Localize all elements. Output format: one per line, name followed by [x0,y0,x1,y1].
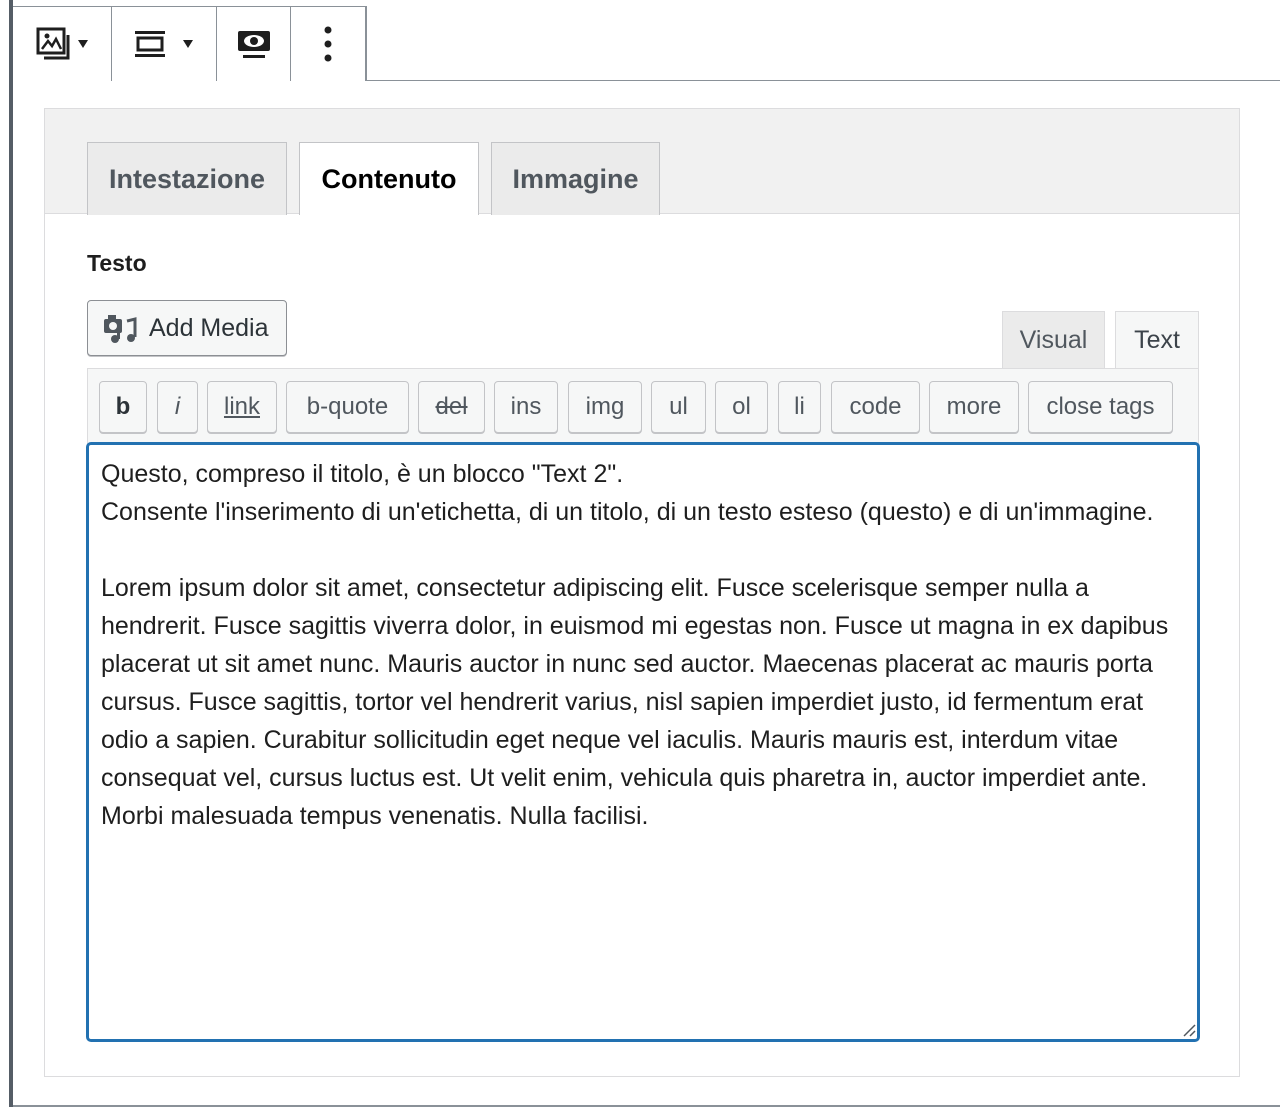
quicktag-img-button[interactable]: img [568,381,642,433]
block-settings-panel [44,108,1240,1077]
content-textarea[interactable]: Questo, compreso il titolo, è un blocco "Text 2". Consente l'inserimento di un'etichetta, di un titolo, di un testo esteso (questo) e di un'immagine. Lorem ipsum dolor sit amet, consectetur adipiscing elit. Fusce scelerisque semper nulla a hendrerit. Fusce sagittis viverra dolor, in euismod mi egestas non. Fusce ut magna in ex dapibus placerat ut sit amet nunc. Mauris auctor in nunc sed auctor. Maecenas placerat ac mauris porta cursus. Fusce sagittis, tortor vel hendrerit varius, nisl sapien imperdiet justo, id fermentum erat odio a sapien. Curabitur sollicitudin eget neque vel iaculis. Mauris mauris est, interdum vitae consequat vel, cursus luctus est. Ut velit enim, vehicula quis pharetra in, auctor imperdiet ante. Morbi malesuada tempus venenatis. Nulla facilisi. [87,443,1199,1041]
eye-icon [237,29,271,59]
camera-music-icon [103,312,137,344]
kebab-icon [324,26,332,62]
field-label: Testo [87,250,147,276]
quicktag-li-button[interactable]: li [778,381,821,433]
caret-down-icon [78,40,88,48]
quicktag-code-button[interactable]: code [831,381,920,433]
quicktag-bquote-button[interactable]: b-quote [286,381,409,433]
more-options-button[interactable] [291,7,366,81]
quicktag-ul-button[interactable]: ul [651,381,706,433]
alignment-dropdown[interactable] [112,7,218,81]
visual-mode-tab[interactable]: Visual [1002,311,1105,368]
tab-bar [45,109,1239,214]
quicktags-toolbar [87,368,1199,444]
align-center-icon [135,30,165,58]
add-media-label: Add Media [149,313,269,342]
text-mode-tab[interactable]: Text [1115,311,1199,369]
quicktag-ins-button[interactable]: ins [494,381,558,433]
block-toolbar [13,6,367,81]
quicktag-link-button[interactable]: link [207,381,277,433]
add-media-button[interactable] [87,300,287,356]
tab-contenuto[interactable]: Contenuto [299,142,479,215]
caret-down-icon [183,40,193,48]
quicktag-italic-button[interactable]: i [157,381,198,433]
quicktag-del-button[interactable]: del [418,381,485,433]
quicktag-more-button[interactable]: more [929,381,1019,433]
resize-handle-icon[interactable] [1182,1023,1196,1037]
quicktag-ol-button[interactable]: ol [715,381,768,433]
image-icon [36,27,72,61]
tab-intestazione[interactable]: Intestazione [87,142,287,215]
tab-immagine[interactable]: Immagine [491,142,660,215]
preview-button[interactable] [217,7,291,81]
quicktag-bold-button[interactable]: b [99,381,147,433]
quicktag-close-tags-button[interactable]: close tags [1028,381,1173,433]
media-type-dropdown[interactable] [13,7,112,81]
